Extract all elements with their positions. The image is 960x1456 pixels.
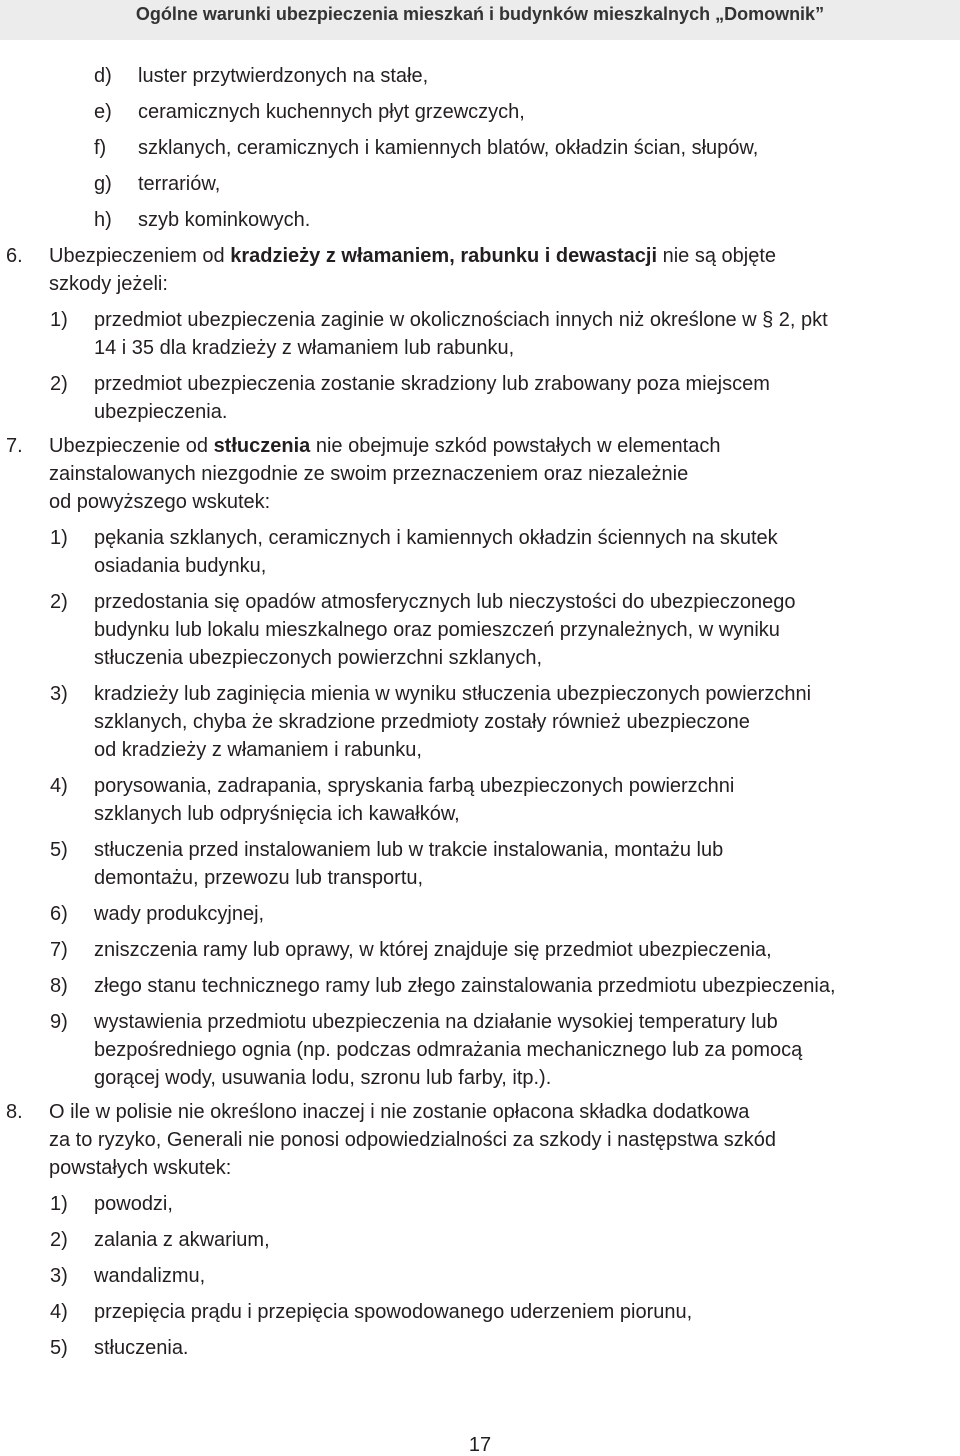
text-run: szklanych, ceramicznych i kamiennych blatów, okładzin ścian, słupów, — [138, 137, 759, 159]
item-text — [94, 972, 940, 1000]
text-line — [94, 680, 940, 708]
text-line — [94, 334, 940, 362]
item-text — [138, 98, 940, 126]
item-number: e) — [94, 101, 112, 123]
item-number: 2) — [50, 591, 68, 613]
page-number: 17 — [468, 1434, 492, 1456]
text-run: wystawienia przedmiotu ubezpieczenia na działanie wysokiej temperatury lub — [94, 1011, 778, 1033]
item-text — [94, 936, 940, 964]
text-run: 14 i 35 dla kradzieży z włamaniem lub rabunku, — [94, 337, 515, 359]
item-text — [138, 134, 940, 162]
text-run: nie obejmuje szkód powstałych w elementach — [310, 435, 721, 457]
section-7 — [0, 432, 940, 516]
text-line — [94, 1334, 940, 1362]
text-line — [94, 1262, 940, 1290]
text-line — [94, 836, 940, 864]
text-run: ubezpieczenia. — [94, 401, 228, 423]
section-6 — [0, 242, 940, 298]
text-run: szyb kominkowych. — [138, 209, 311, 231]
text-run: powstałych wskutek: — [49, 1157, 232, 1179]
text-run: budynku lub lokalu mieszkalnego oraz pomieszczeń przynależnych, w wyniku — [94, 619, 780, 641]
text-line — [94, 552, 940, 580]
list-item — [0, 972, 940, 1000]
text-run: pękania szklanych, ceramicznych i kamiennych okładzin ściennych na skutek — [94, 527, 778, 549]
text-line — [94, 772, 940, 800]
item-text — [94, 1190, 940, 1218]
item-number: 2) — [50, 1229, 68, 1251]
item-number: 5) — [50, 1337, 68, 1359]
emphasis-text: kradzieży z włamaniem, rabunku i dewastacji — [230, 245, 658, 267]
list-item — [0, 1226, 940, 1254]
text-run: wady produkcyjnej, — [94, 903, 265, 925]
text-run: szklanych lub odpryśnięcia ich kawałków, — [94, 803, 460, 825]
text-line — [94, 306, 940, 334]
text-run: złego stanu technicznego ramy lub złego zainstalowania przedmiotu ubezpieczenia, — [94, 975, 836, 997]
text-line — [94, 1064, 940, 1092]
item-text — [49, 432, 940, 516]
item-text — [94, 836, 940, 892]
text-line — [49, 270, 940, 298]
text-run: przepięcia prądu i przepięcia spowodowanego uderzeniem piorunu, — [94, 1301, 693, 1323]
text-run: zniszczenia ramy lub oprawy, w której znajduje się przedmiot ubezpieczenia, — [94, 939, 772, 961]
list-item — [0, 772, 940, 828]
text-run: demontażu, przewozu lub transportu, — [94, 867, 424, 889]
document-title: Ogólne warunki ubezpieczenia mieszkań i budynków mieszkalnych „Domownik” — [135, 4, 825, 24]
item-text — [138, 170, 940, 198]
list-item — [0, 370, 940, 426]
text-line — [94, 616, 940, 644]
item-number: 5) — [50, 839, 68, 861]
list-item — [0, 680, 940, 764]
item-number: 8. — [6, 1101, 23, 1123]
item-number: 6. — [6, 245, 23, 267]
text-run: stłuczenia ubezpieczonych powierzchni szklanych, — [94, 647, 543, 669]
item-number: 7. — [6, 435, 23, 457]
item-text — [94, 680, 940, 764]
text-line — [94, 398, 940, 426]
item-number: 3) — [50, 683, 68, 705]
text-run: Ubezpieczenie od — [49, 435, 214, 457]
page-header — [0, 0, 960, 40]
item-text — [94, 524, 940, 580]
item-text — [94, 370, 940, 426]
text-run: zainstalowanych niezgodnie ze swoim przeznaczeniem oraz niezależnie — [49, 463, 689, 485]
text-line — [94, 1298, 940, 1326]
text-line — [49, 242, 940, 270]
text-line — [94, 644, 940, 672]
text-run: szklanych, chyba że skradzione przedmioty zostały również ubezpieczone — [94, 711, 750, 733]
item-number: 4) — [50, 1301, 68, 1323]
text-run: Ubezpieczeniem od — [49, 245, 231, 267]
list-item — [0, 1190, 940, 1218]
text-run: szkody jeżeli: — [49, 273, 168, 295]
emphasis-text: stłuczenia — [213, 435, 311, 457]
text-run: przedmiot ubezpieczenia zaginie w okolicznościach innych niż określone w § 2, pkt — [94, 309, 828, 331]
item-number: 2) — [50, 373, 68, 395]
text-line — [49, 1098, 940, 1126]
item-number: 1) — [50, 309, 68, 331]
text-line — [94, 524, 940, 552]
item-number: 7) — [50, 939, 68, 961]
text-line — [94, 1036, 940, 1064]
list-item — [0, 900, 940, 928]
text-run: stłuczenia. — [94, 1337, 189, 1359]
text-line — [94, 864, 940, 892]
text-line — [94, 1008, 940, 1036]
text-line — [49, 460, 940, 488]
item-text — [94, 1008, 940, 1092]
text-run: od kradzieży z włamaniem i rabunku, — [94, 739, 422, 761]
text-line — [49, 1126, 940, 1154]
item-text — [94, 1262, 940, 1290]
item-text — [138, 62, 940, 90]
item-number: 4) — [50, 775, 68, 797]
item-number: d) — [94, 65, 112, 87]
sub-item — [0, 98, 940, 126]
item-text — [94, 1298, 940, 1326]
text-run: ceramicznych kuchennych płyt grzewczych, — [138, 101, 525, 123]
item-number: g) — [94, 173, 112, 195]
item-text — [94, 1334, 940, 1362]
text-line — [94, 736, 940, 764]
item-text — [94, 306, 940, 362]
section-8 — [0, 1098, 940, 1182]
item-number: f) — [94, 137, 107, 159]
sub-item — [0, 206, 940, 234]
list-item — [0, 1334, 940, 1362]
text-run: nie są objęte — [657, 245, 777, 267]
text-run: osiadania budynku, — [94, 555, 267, 577]
text-run: luster przytwierdzonych na stałe, — [138, 65, 429, 87]
text-line — [94, 708, 940, 736]
document-body — [0, 62, 940, 1368]
text-line — [94, 936, 940, 964]
text-run: zalania z akwarium, — [94, 1229, 270, 1251]
text-run: porysowania, zadrapania, spryskania farbą ubezpieczonych powierzchni — [94, 775, 735, 797]
text-run: gorącej wody, usuwania lodu, szronu lub farby, itp.). — [94, 1067, 552, 1089]
text-run: od powyższego wskutek: — [49, 491, 271, 513]
sub-item — [0, 170, 940, 198]
item-text — [94, 900, 940, 928]
text-run: przedostania się opadów atmosferycznych lub nieczystości do ubezpieczonego — [94, 591, 796, 613]
item-number: 6) — [50, 903, 68, 925]
text-line — [49, 1154, 940, 1182]
text-line — [94, 800, 940, 828]
list-item — [0, 1262, 940, 1290]
text-line — [94, 972, 940, 1000]
text-run: wandalizmu, — [94, 1265, 206, 1287]
item-number: 8) — [50, 975, 68, 997]
sub-item — [0, 134, 940, 162]
item-number: 3) — [50, 1265, 68, 1287]
text-run: bezpośredniego ognia (np. podczas odmrażania mechanicznego lub za pomocą — [94, 1039, 803, 1061]
item-text — [49, 242, 940, 298]
text-line — [49, 488, 940, 516]
text-run: stłuczenia przed instalowaniem lub w trakcie instalowania, montażu lub — [94, 839, 724, 861]
item-number: 1) — [50, 527, 68, 549]
item-number: 9) — [50, 1011, 68, 1033]
list-item — [0, 1008, 940, 1092]
text-run: O ile w polisie nie określono inaczej i nie zostanie opłacona składka dodatkowa — [49, 1101, 750, 1123]
item-number: h) — [94, 209, 112, 231]
text-line — [94, 588, 940, 616]
text-line — [94, 370, 940, 398]
item-number: 1) — [50, 1193, 68, 1215]
list-item — [0, 836, 940, 892]
text-line — [94, 900, 940, 928]
text-line — [94, 1190, 940, 1218]
text-line — [49, 432, 940, 460]
item-text — [138, 206, 940, 234]
list-item — [0, 306, 940, 362]
list-item — [0, 1298, 940, 1326]
text-run: przedmiot ubezpieczenia zostanie skradziony lub zrabowany poza miejscem — [94, 373, 770, 395]
list-item — [0, 524, 940, 580]
text-line — [94, 1226, 940, 1254]
item-text — [94, 588, 940, 672]
text-run: powodzi, — [94, 1193, 173, 1215]
text-run: terrariów, — [138, 173, 221, 195]
item-text — [49, 1098, 940, 1182]
text-run: kradzieży lub zaginięcia mienia w wyniku stłuczenia ubezpieczonych powierzchni — [94, 683, 812, 705]
list-item — [0, 588, 940, 672]
item-text — [94, 772, 940, 828]
item-text — [94, 1226, 940, 1254]
text-run: za to ryzyko, Generali nie ponosi odpowiedzialności za szkody i następstwa szkód — [49, 1129, 777, 1151]
list-item — [0, 936, 940, 964]
sub-item — [0, 62, 940, 90]
